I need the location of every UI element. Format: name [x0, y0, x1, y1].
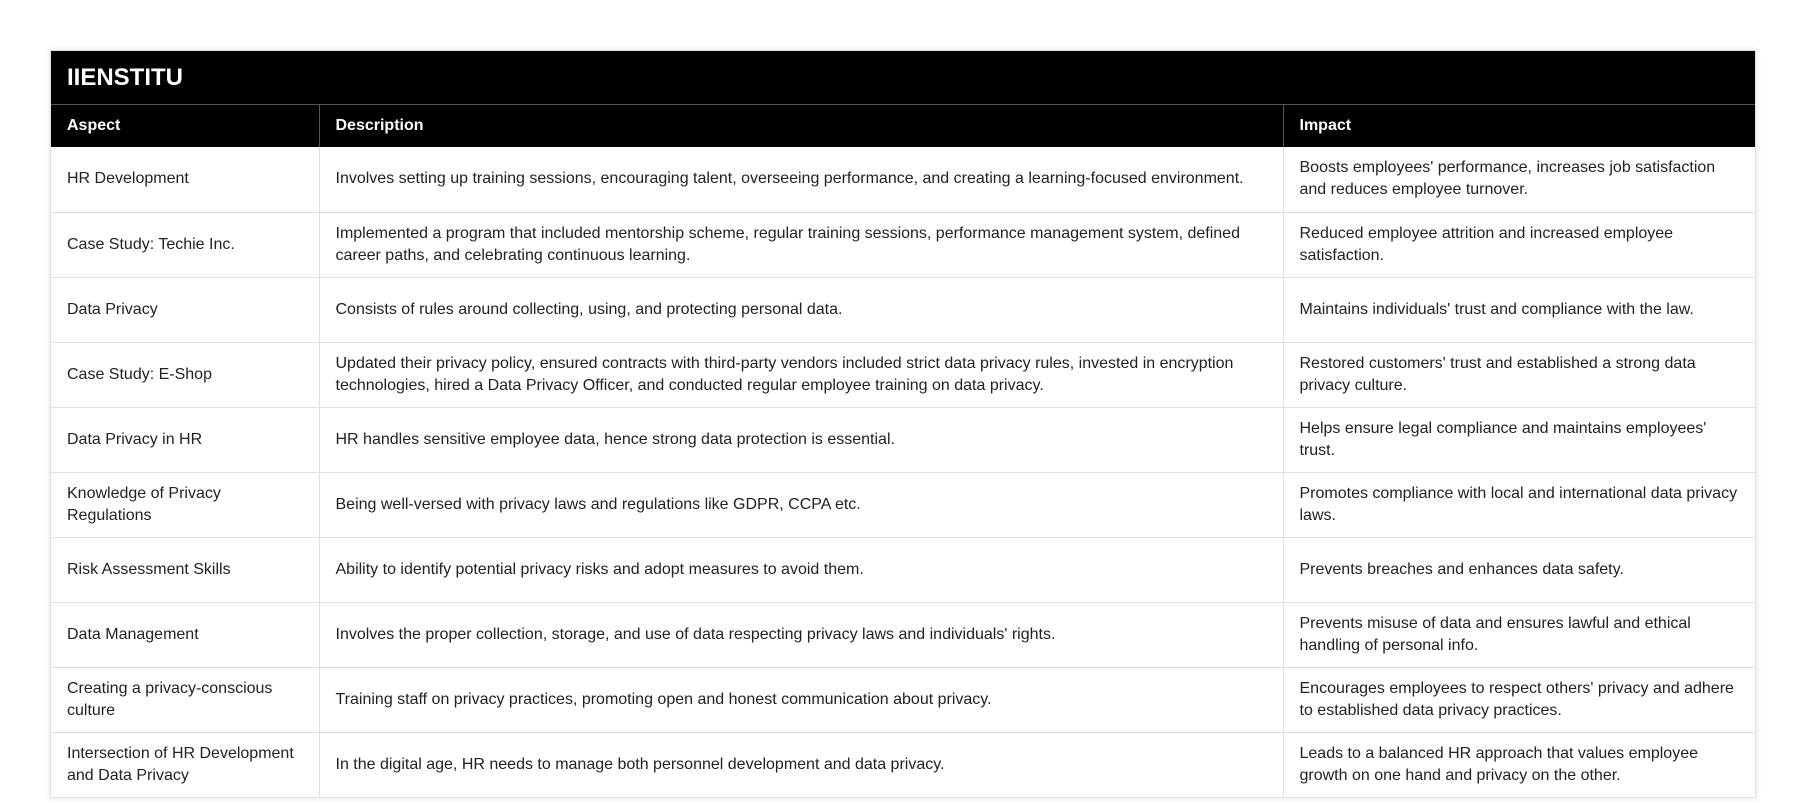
cell-aspect: Data Privacy in HR [51, 407, 319, 472]
column-header-aspect: Aspect [51, 105, 319, 147]
cell-aspect: Intersection of HR Development and Data Privacy [51, 732, 319, 797]
cell-impact: Leads to a balanced HR approach that values employee growth on one hand and privacy on the other. [1299, 744, 1698, 784]
cell-impact: Maintains individuals' trust and compliance with the law. [1283, 277, 1755, 342]
table-header [51, 105, 1755, 147]
table-row [51, 277, 1755, 342]
cell-aspect: Creating a privacy-conscious culture [51, 667, 319, 732]
cell-aspect: HR Development [51, 147, 319, 212]
cell-description: In the digital age, HR needs to manage both personnel development and data privacy. [319, 732, 1283, 797]
cell-impact: Promotes compliance with local and international data privacy laws. [1283, 472, 1755, 537]
cell-description: Implemented a program that included mentorship scheme, regular training sessions, performance management system, defined career paths, and celebrating continuous learning. [319, 212, 1283, 277]
cell-description: Involves setting up training sessions, encouraging talent, overseeing performance, and creating a learning-focused environment. [319, 147, 1283, 212]
cell-impact: Prevents breaches and enhances data safety. [1283, 537, 1755, 602]
cell-description: Ability to identify potential privacy risks and adopt measures to avoid them. [319, 537, 1283, 602]
table-row [51, 407, 1755, 472]
cell-description: Training staff on privacy practices, promoting open and honest communication about privacy. [319, 667, 1283, 732]
cell-aspect: Data Privacy [51, 277, 319, 342]
cell-description: Consists of rules around collecting, using, and protecting personal data. [319, 277, 1283, 342]
cell-impact: Encourages employees to respect others' privacy and adhere to established data privacy practices. [1283, 667, 1755, 732]
table-row [51, 147, 1755, 212]
cell-impact: Boosts employees' performance, increases job satisfaction and reduces employee turnover. [1283, 147, 1755, 212]
cell-description: Being well-versed with privacy laws and regulations like GDPR, CCPA etc. [319, 472, 1283, 537]
table-row [51, 732, 1755, 797]
cell-aspect: Case Study: Techie Inc. [51, 212, 319, 277]
cell-description: HR handles sensitive employee data, hence strong data protection is essential. [319, 407, 1283, 472]
cell-impact: Reduced employee attrition and increased employee satisfaction. [1283, 212, 1755, 277]
table-row [51, 472, 1755, 537]
cell-aspect: Risk Assessment Skills [51, 537, 319, 602]
data-table-card [50, 50, 1756, 798]
cell-aspect: Data Management [51, 602, 319, 667]
table-title: IIENSTITU [51, 51, 1755, 105]
table-row [51, 212, 1755, 277]
data-table [51, 105, 1755, 797]
table-row [51, 667, 1755, 732]
cell-description: Involves the proper collection, storage, and use of data respecting privacy laws and individuals' rights. [319, 602, 1283, 667]
table-row [51, 602, 1755, 667]
table-row [51, 342, 1755, 407]
column-header-impact: Impact [1283, 105, 1755, 147]
header-row [51, 105, 1755, 147]
cell-aspect: Case Study: E-Shop [51, 342, 319, 407]
cell-aspect: Knowledge of Privacy Regulations [51, 472, 319, 537]
table-body [51, 147, 1755, 797]
cell-impact: Prevents misuse of data and ensures lawful and ethical handling of personal info. [1283, 602, 1755, 667]
column-header-description: Description [319, 105, 1283, 147]
cell-impact: Restored customers' trust and established a strong data privacy culture. [1283, 342, 1755, 407]
cell-description: Updated their privacy policy, ensured contracts with third-party vendors included strict data privacy rules, invested in encryption technologies, hired a Data Privacy Officer, and conducted regular employee training on data privacy. [319, 342, 1283, 407]
table-row [51, 537, 1755, 602]
cell-impact: Helps ensure legal compliance and maintains employees' trust. [1283, 407, 1755, 472]
